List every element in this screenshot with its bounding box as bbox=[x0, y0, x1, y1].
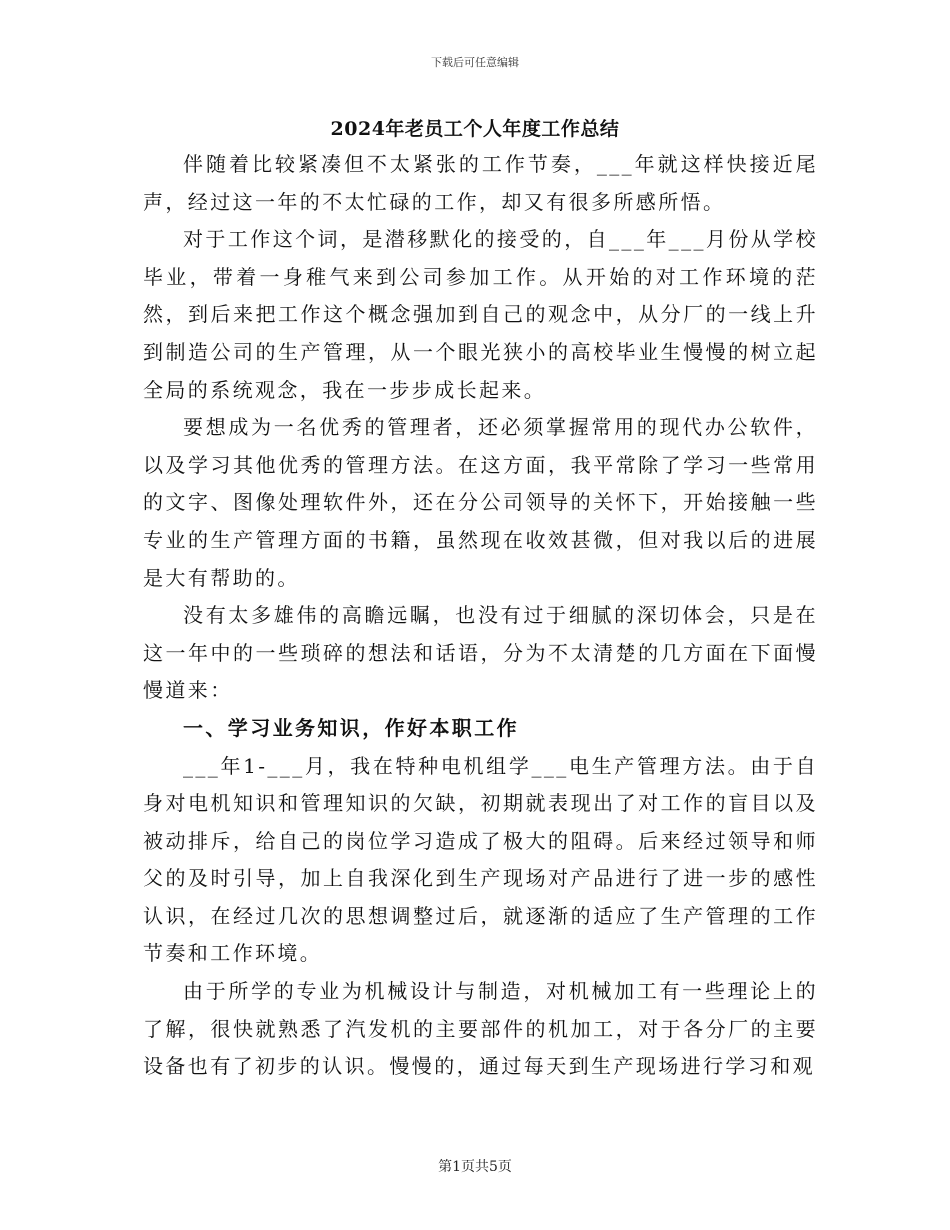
paragraph: 伴随着比较紧凑但不太紧张的工作节奏，___年就这样快接近尾声，经过这一年的不太忙碌的工作，却又有很多所感所悟。 bbox=[143, 152, 818, 214]
paragraph: 要想成为一名优秀的管理者，还必须掌握常用的现代办公软件，以及学习其他优秀的管理方法。在这方面，我平常除了学习一些常用的文字、图像处理软件外，还在分公司领导的关怀下，开始接触一些专业的生产管理方面的书籍，虽然现在收效甚微，但对我以后的进展是大有帮助的。 bbox=[143, 415, 818, 590]
document-body bbox=[143, 146, 818, 1086]
paragraph: 由于所学的专业为机械设计与制造，对机械加工有一些理论上的了解，很快就熟悉了汽发机的主要部件的机加工，对于各分厂的主要设备也有了初步的认识。慢慢的，通过每天到生产现场进行学习和观 bbox=[143, 979, 818, 1079]
paragraph: 对于工作这个词，是潜移默化的接受的，自___年___月份从学校毕业，带着一身稚气来到公司参加工作。从开始的对工作环境的茫然，到后来把工作这个概念强加到自己的观念中，从分厂的一线上升到制造公司的生产管理，从一个眼光狭小的高校毕业生慢慢的树立起全局的系统观念，我在一步步成长起来。 bbox=[143, 227, 818, 402]
paragraph: 没有太多雄伟的高瞻远瞩，也没有过于细腻的深切体会，只是在这一年中的一些琐碎的想法和话语，分为不太清楚的几方面在下面慢慢道来： bbox=[143, 603, 818, 703]
page-number: 第1页共5页 bbox=[438, 1159, 512, 1175]
page-header-note: 下载后可任意编辑 bbox=[431, 56, 519, 69]
section-heading: 一、学习业务知识，作好本职工作 bbox=[183, 715, 519, 740]
paragraph: ___年1-___月，我在特种电机组学___电生产管理方法。由于自身对电机知识和管理知识的欠缺，初期就表现出了对工作的盲目以及被动排斥，给自己的岗位学习造成了极大的阻碍。后来经过领导和师父的及时引导，加上自我深化到生产现场对产品进行了进一步的感性认识，在经过几次的思想调整过后，就逐渐的适应了生产管理的工作节奏和工作环境。 bbox=[143, 753, 818, 966]
document-title: 2024年老员工个人年度工作总结 bbox=[330, 118, 620, 140]
